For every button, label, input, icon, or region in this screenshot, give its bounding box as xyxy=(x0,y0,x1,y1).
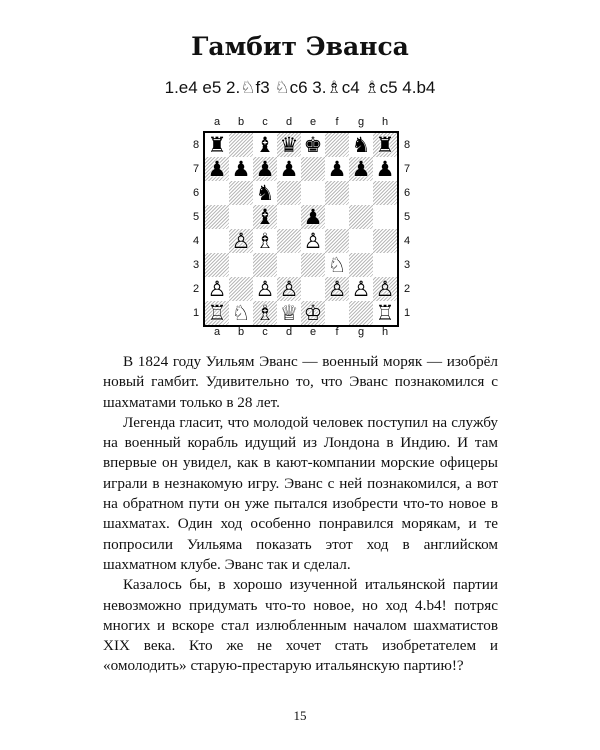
chess-piece: ♖ xyxy=(207,300,227,325)
square-g4 xyxy=(349,229,373,253)
chess-diagram xyxy=(190,112,420,342)
file-label: h xyxy=(381,116,389,128)
rank-label: 5 xyxy=(192,211,200,223)
square-a7 xyxy=(205,157,229,181)
square-a8 xyxy=(205,133,229,157)
square-f2 xyxy=(325,277,349,301)
page-title: Гамбит Эванса xyxy=(191,32,409,61)
chess-piece: ♞ xyxy=(255,180,275,205)
chess-piece: ♙ xyxy=(303,228,323,253)
square-d4 xyxy=(277,229,301,253)
square-d1 xyxy=(277,301,301,325)
square-e4 xyxy=(301,229,325,253)
square-h1 xyxy=(373,301,397,325)
square-f1 xyxy=(325,301,349,325)
square-a3 xyxy=(205,253,229,277)
square-a5 xyxy=(205,205,229,229)
square-e7 xyxy=(301,157,325,181)
square-h5 xyxy=(373,205,397,229)
square-c6 xyxy=(253,181,277,205)
square-f6 xyxy=(325,181,349,205)
chess-piece: ♟ xyxy=(327,156,347,181)
square-g6 xyxy=(349,181,373,205)
square-c3 xyxy=(253,253,277,277)
square-c8 xyxy=(253,133,277,157)
square-a2 xyxy=(205,277,229,301)
chess-piece: ♕ xyxy=(279,300,299,325)
chess-piece: ♖ xyxy=(375,300,395,325)
chess-piece: ♙ xyxy=(375,276,395,301)
paragraph: Легенда гласит, что молодой человек поступил на службу на военный корабль идущий из Лондона в Индию. И там впервые он увидел, как в кают-компании морские офицеры играли в незнакомую игру. Эванс с ней познакомился, а вот на обратном пути он уже пытался изобрести что-то новое в шахматах. Один ход особенно понравился морякам, и те попросили Уильяма показать этот ход в английском шахматном клубе. Эванс так и сделал. xyxy=(103,413,498,573)
square-a6 xyxy=(205,181,229,205)
square-b3 xyxy=(229,253,253,277)
rank-label: 6 xyxy=(192,187,200,199)
square-e6 xyxy=(301,181,325,205)
square-g7 xyxy=(349,157,373,181)
rank-label: 7 xyxy=(192,163,200,175)
paragraph: В 1824 году Уильям Эванс — военный моряк — изобрёл новый гамбит. Удивительно то, что Эванс познакомился с шахматами только в 28 лет. xyxy=(103,353,498,411)
square-e1 xyxy=(301,301,325,325)
file-label: h xyxy=(381,326,389,338)
chess-piece: ♟ xyxy=(375,156,395,181)
chess-piece: ♙ xyxy=(351,276,371,301)
square-d3 xyxy=(277,253,301,277)
square-f5 xyxy=(325,205,349,229)
square-g3 xyxy=(349,253,373,277)
square-c4 xyxy=(253,229,277,253)
square-h8 xyxy=(373,133,397,157)
square-g1 xyxy=(349,301,373,325)
file-label: e xyxy=(309,326,317,338)
chess-piece: ♛ xyxy=(279,132,299,157)
square-g5 xyxy=(349,205,373,229)
chess-piece: ♜ xyxy=(375,132,395,157)
file-label: g xyxy=(357,326,365,338)
rank-label: 4 xyxy=(192,235,200,247)
chess-piece: ♟ xyxy=(255,156,275,181)
rank-label: 3 xyxy=(192,259,200,271)
square-d7 xyxy=(277,157,301,181)
square-b8 xyxy=(229,133,253,157)
chess-piece: ♟ xyxy=(279,156,299,181)
rank-label: 5 xyxy=(403,211,411,223)
file-label: d xyxy=(285,326,293,338)
square-b5 xyxy=(229,205,253,229)
rank-label: 1 xyxy=(192,307,200,319)
square-c2 xyxy=(253,277,277,301)
square-e3 xyxy=(301,253,325,277)
square-b6 xyxy=(229,181,253,205)
square-f3 xyxy=(325,253,349,277)
chess-piece: ♟ xyxy=(231,156,251,181)
chess-piece: ♟ xyxy=(207,156,227,181)
square-c1 xyxy=(253,301,277,325)
chess-piece: ♔ xyxy=(303,300,323,325)
rank-label: 8 xyxy=(403,139,411,151)
chess-piece: ♟ xyxy=(351,156,371,181)
square-h3 xyxy=(373,253,397,277)
file-label: a xyxy=(213,116,221,128)
square-d6 xyxy=(277,181,301,205)
square-h7 xyxy=(373,157,397,181)
rank-label: 3 xyxy=(403,259,411,271)
square-c5 xyxy=(253,205,277,229)
square-g2 xyxy=(349,277,373,301)
file-label: a xyxy=(213,326,221,338)
rank-label: 1 xyxy=(403,307,411,319)
square-a1 xyxy=(205,301,229,325)
chess-piece: ♝ xyxy=(255,204,275,229)
square-f7 xyxy=(325,157,349,181)
square-a4 xyxy=(205,229,229,253)
chess-piece: ♗ xyxy=(255,300,275,325)
square-e2 xyxy=(301,277,325,301)
chess-piece: ♙ xyxy=(255,276,275,301)
rank-label: 8 xyxy=(192,139,200,151)
rank-label: 2 xyxy=(403,283,411,295)
chess-piece: ♙ xyxy=(327,276,347,301)
square-f8 xyxy=(325,133,349,157)
square-b4 xyxy=(229,229,253,253)
chess-piece: ♜ xyxy=(207,132,227,157)
chess-board xyxy=(203,131,399,327)
square-g8 xyxy=(349,133,373,157)
square-h4 xyxy=(373,229,397,253)
square-b2 xyxy=(229,277,253,301)
square-h6 xyxy=(373,181,397,205)
opening-moves: 1.e4 e5 2.♘f3 ♘c6 3.♗c4 ♗c5 4.b4 xyxy=(164,78,436,97)
file-label: b xyxy=(237,326,245,338)
chess-piece: ♞ xyxy=(351,132,371,157)
chess-piece: ♘ xyxy=(231,300,251,325)
square-f4 xyxy=(325,229,349,253)
square-d5 xyxy=(277,205,301,229)
page-number: 15 xyxy=(293,708,307,723)
chess-piece: ♘ xyxy=(327,252,347,277)
square-b7 xyxy=(229,157,253,181)
file-label: c xyxy=(262,326,268,338)
rank-label: 6 xyxy=(403,187,411,199)
chess-piece: ♗ xyxy=(255,228,275,253)
file-label: g xyxy=(357,116,365,128)
chess-piece: ♚ xyxy=(303,132,323,157)
rank-label: 4 xyxy=(403,235,411,247)
rank-label: 7 xyxy=(403,163,411,175)
chess-piece: ♙ xyxy=(231,228,251,253)
file-label: c xyxy=(262,116,268,128)
file-label: f xyxy=(335,326,339,338)
square-e5 xyxy=(301,205,325,229)
rank-label: 2 xyxy=(192,283,200,295)
file-label: f xyxy=(335,116,339,128)
chess-piece: ♝ xyxy=(255,132,275,157)
chess-piece: ♟ xyxy=(303,204,323,229)
chess-piece: ♙ xyxy=(207,276,227,301)
file-label: d xyxy=(285,116,293,128)
file-label: e xyxy=(309,116,317,128)
square-e8 xyxy=(301,133,325,157)
square-b1 xyxy=(229,301,253,325)
square-h2 xyxy=(373,277,397,301)
square-d2 xyxy=(277,277,301,301)
square-d8 xyxy=(277,133,301,157)
article-body xyxy=(103,352,498,677)
square-c7 xyxy=(253,157,277,181)
paragraph: Казалось бы, в хорошо изученной итальянской партии невозможно придумать что-то новое, но ход 4.b4! потряс многих и вскоре стал излюбленным началом шахматистов XIX века. Кто же не хочет стать изобретателем и «омолодить» старую-престарую итальянскую партию!? xyxy=(103,576,498,675)
chess-piece: ♙ xyxy=(279,276,299,301)
file-label: b xyxy=(237,116,245,128)
